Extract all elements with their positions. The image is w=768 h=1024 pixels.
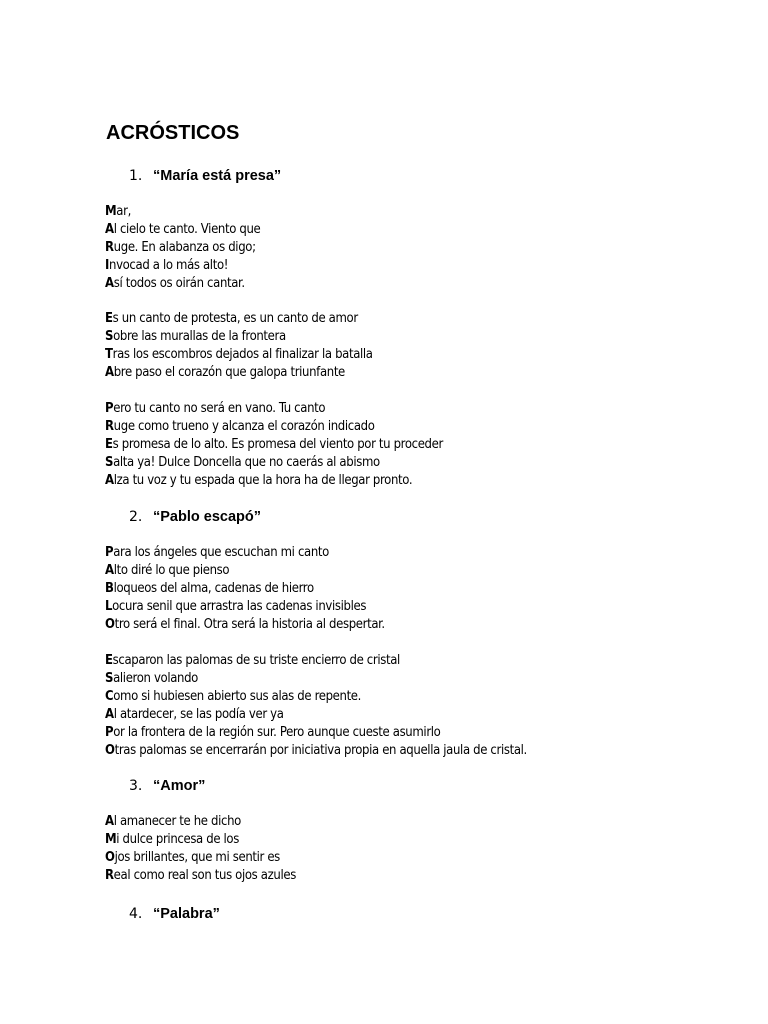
verse-line: [105, 364, 373, 382]
verse-text: scaparon las palomas de su triste encierro de cristal: [112, 653, 400, 668]
verse-text: obre las murallas de la frontera: [113, 329, 286, 344]
verse-line: [105, 562, 385, 580]
poem-title: “Pablo escapó”: [153, 509, 261, 525]
verse-text: l amanecer te he dicho: [113, 814, 241, 829]
verse-line: [105, 221, 260, 239]
poem-heading: [129, 777, 205, 795]
acrostic-initial: A: [105, 814, 114, 829]
verse-text: ras los escombros dejados al finalizar la batalla: [112, 347, 373, 362]
stanza: [105, 813, 296, 885]
verse-line: [105, 310, 373, 328]
acrostic-initial: A: [105, 707, 114, 722]
stanza: [105, 310, 373, 382]
verse-line: [105, 849, 296, 867]
acrostic-initial: C: [105, 689, 114, 704]
poem-title: “María está presa”: [153, 168, 282, 184]
verse-line: [105, 616, 385, 634]
acrostic-initial: S: [105, 671, 114, 686]
verse-line: [105, 670, 527, 688]
verse-line: [105, 328, 373, 346]
verse-line: [105, 706, 527, 724]
verse-text: s promesa de lo alto. Es promesa del viento por tu proceder: [112, 437, 443, 452]
verse-line: [105, 580, 385, 598]
stanza: [105, 203, 260, 293]
verse-text: s un canto de protesta, es un canto de amor: [112, 311, 358, 326]
verse-text: uge como trueno y alcanza el corazón indicado: [113, 419, 375, 434]
verse-line: [105, 454, 443, 472]
acrostic-initial: I: [105, 258, 109, 273]
verse-text: i dulce princesa de los: [116, 832, 239, 847]
stanza: [105, 400, 443, 490]
verse-text: jos brillantes, que mi sentir es: [114, 850, 280, 865]
verse-line: [105, 831, 296, 849]
acrostic-initial: S: [105, 455, 114, 470]
acrostic-initial: A: [105, 276, 114, 291]
verse-line: [105, 418, 443, 436]
acrostic-initial: A: [105, 365, 114, 380]
acrostic-initial: P: [105, 725, 114, 740]
verse-text: eal como real son tus ojos azules: [113, 868, 296, 883]
acrostic-initial: O: [105, 743, 115, 758]
verse-text: sí todos os oirán cantar.: [113, 276, 245, 291]
verse-text: alieron volando: [113, 671, 198, 686]
verse-line: [105, 436, 443, 454]
acrostic-initial: R: [105, 419, 114, 434]
acrostic-initial: M: [105, 204, 117, 219]
verse-text: omo si hubiesen abierto sus alas de repente.: [113, 689, 362, 704]
stanza: [105, 652, 527, 760]
acrostic-initial: P: [105, 401, 114, 416]
document-title: ACRÓSTICOS: [106, 122, 240, 144]
acrostic-initial: L: [105, 599, 113, 614]
poem-heading: [129, 167, 281, 185]
poem-title: “Palabra”: [153, 906, 220, 922]
acrostic-initial: A: [105, 563, 114, 578]
verse-text: alta ya! Dulce Doncella que no caerás al abismo: [113, 455, 380, 470]
verse-text: uge. En alabanza os digo;: [113, 240, 256, 255]
verse-line: [105, 400, 443, 418]
verse-line: [105, 813, 296, 831]
verse-line: [105, 688, 527, 706]
verse-text: ero tu canto no será en vano. Tu canto: [113, 401, 326, 416]
verse-text: loqueos del alma, cadenas de hierro: [113, 581, 314, 596]
verse-text: ar,: [116, 204, 131, 219]
verse-line: [105, 867, 296, 885]
verse-line: [105, 275, 260, 293]
verse-line: [105, 544, 385, 562]
verse-line: [105, 239, 260, 257]
verse-text: or la frontera de la región sur. Pero aunque cueste asumirlo: [113, 725, 441, 740]
verse-line: [105, 652, 527, 670]
verse-line: [105, 598, 385, 616]
acrostic-initial: A: [105, 222, 114, 237]
verse-line: [105, 724, 527, 742]
poem-heading: [129, 508, 261, 526]
verse-text: nvocad a lo más alto!: [109, 258, 229, 273]
acrostic-initial: E: [105, 311, 113, 326]
acrostic-initial: O: [105, 617, 115, 632]
verse-text: bre paso el corazón que galopa triunfante: [113, 365, 345, 380]
verse-text: lto diré lo que pienso: [113, 563, 230, 578]
acrostic-initial: S: [105, 329, 114, 344]
verse-text: lza tu voz y tu espada que la hora ha de llegar pronto.: [113, 473, 413, 488]
poem-title: “Amor”: [153, 778, 206, 794]
verse-text: tro será el final. Otra será la historia al despertar.: [114, 617, 385, 632]
poem-number: 3.: [129, 778, 143, 794]
verse-line: [105, 742, 527, 760]
acrostic-initial: R: [105, 868, 114, 883]
verse-text: l atardecer, se las podía ver ya: [113, 707, 284, 722]
acrostic-initial: O: [105, 850, 115, 865]
verse-line: [105, 346, 373, 364]
acrostic-initial: M: [105, 832, 117, 847]
poem-number: 2.: [129, 509, 143, 525]
verse-line: [105, 203, 260, 221]
verse-text: tras palomas se encerrarán por iniciativa propia en aquella jaula de cristal.: [114, 743, 527, 758]
acrostic-initial: E: [105, 653, 113, 668]
acrostic-initial: R: [105, 240, 114, 255]
acrostic-initial: E: [105, 437, 113, 452]
verse-text: ara los ángeles que escuchan mi canto: [113, 545, 329, 560]
verse-text: l cielo te canto. Viento que: [113, 222, 261, 237]
verse-text: ocura senil que arrastra las cadenas invisibles: [112, 599, 367, 614]
poem-number: 4.: [129, 906, 143, 922]
poem-heading: [129, 905, 220, 923]
acrostic-initial: A: [105, 473, 114, 488]
acrostic-initial: B: [105, 581, 114, 596]
acrostic-initial: T: [105, 347, 113, 362]
poem-number: 1.: [129, 168, 143, 184]
verse-line: [105, 472, 443, 490]
acrostic-initial: P: [105, 545, 114, 560]
verse-line: [105, 257, 260, 275]
stanza: [105, 544, 385, 634]
